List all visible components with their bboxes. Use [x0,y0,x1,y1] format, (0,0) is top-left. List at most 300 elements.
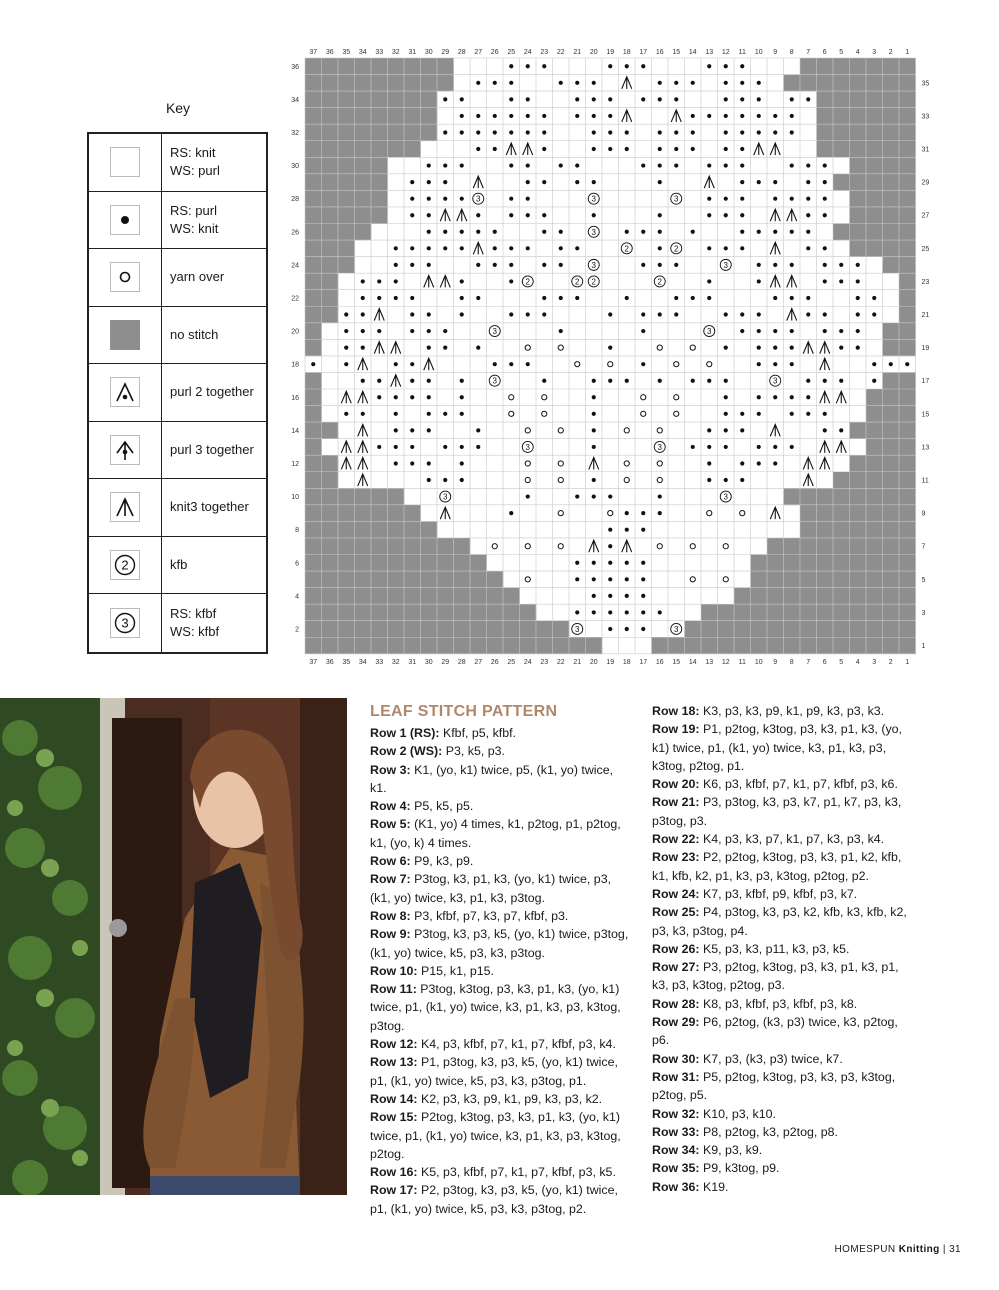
purl-dot [542,263,546,267]
row-number: 5 [921,576,926,584]
no-stitch-cell [817,505,834,522]
row-label: Row 36: [652,1179,700,1194]
no-stitch-cell [487,604,504,621]
row-number: 19 [921,345,930,353]
no-stitch-cell [833,124,850,141]
purl-dot [344,346,348,350]
row-label: Row 18: [652,704,700,718]
no-stitch-cell [866,588,883,605]
purl-dot [460,296,464,300]
row-instruction: P2tog, k3tog, p3, k3, p1, k3, (yo, k1) twice, p1, (k1, yo) twice, k3, p1, k3, p3, k3tog, p2tog. [370,1110,621,1161]
no-stitch-cell [305,472,322,489]
increase-number: 3 [591,260,596,270]
purl-dot [856,312,860,316]
purl-dot [410,197,414,201]
column-number: 6 [822,49,827,56]
no-stitch-cell [404,521,421,538]
purl-dot [839,428,843,432]
purl-dot [806,97,810,101]
purl-dot [575,577,579,581]
pattern-row [652,720,910,775]
purl-dot [542,180,546,184]
purl-dot [608,379,612,383]
pattern-row [652,958,910,995]
purl-dot [344,412,348,416]
purl-dot [427,263,431,267]
purl-dot [344,312,348,316]
no-stitch-cell [850,588,867,605]
no-stitch-cell [899,290,916,307]
key-row [89,422,266,480]
row-label: Row 21: [652,795,700,810]
row-instruction: P9, k3tog, p9. [699,1161,780,1176]
purl-dot [658,213,662,217]
row-label: Row 9: [370,927,411,942]
no-stitch-cell [322,604,339,621]
purl-dot [740,97,744,101]
no-stitch-cell [817,637,834,654]
row-instruction: K7, p3, kfbf, p9, kfbf, p3, k7. [699,886,858,901]
purl-dot [460,97,464,101]
no-stitch-cell [833,108,850,125]
no-stitch-cell [734,637,751,654]
purl-dot [460,163,464,167]
purl-dot [658,511,662,515]
no-stitch-cell [883,157,900,174]
purl-dot [377,279,381,283]
no-stitch-cell [899,538,916,555]
no-stitch-cell [305,389,322,406]
column-number: 37 [309,658,318,666]
no-stitch-cell [833,488,850,505]
no-stitch-cell [338,240,355,257]
no-stitch-cell [883,538,900,555]
purl-dot [443,163,447,167]
no-stitch-cell [338,257,355,274]
column-number: 28 [457,49,466,56]
column-number: 4 [855,49,860,56]
row-number: 3 [921,609,926,617]
purl-dot [460,478,464,482]
purl-dot [443,445,447,449]
key-row [89,134,266,192]
row-instruction: P6, p2tog, (k3, p3) twice, k3, p2tog, p6. [652,1015,898,1048]
pattern-row [652,995,910,1013]
row-number: 13 [921,444,930,452]
no-stitch-cell [437,588,454,605]
purl-dot [476,263,480,267]
purl-dot [410,213,414,217]
purl-dot [707,461,711,465]
no-stitch-cell [866,488,883,505]
column-number: 8 [789,658,794,666]
p3tog-symbol-icon [110,435,140,465]
row-instruction: P3tog, k3, p3, k5, (yo, k1) twice, p3tog, (k1, yo) twice, k5, p3, k3, p3tog. [370,927,629,960]
row-number: 31 [921,146,930,154]
increase-number: 3 [492,376,497,386]
no-stitch-cell [322,157,339,174]
pattern-row [370,925,632,962]
purl-dot [740,163,744,167]
column-number: 14 [688,658,697,666]
pattern-column-1 [370,702,632,1218]
no-stitch-cell [487,571,504,588]
no-stitch-cell [388,91,405,108]
no-stitch-cell [784,571,801,588]
purl-dot [641,230,645,234]
no-stitch-cell [371,157,388,174]
no-stitch-cell [322,588,339,605]
purl-dot [559,263,563,267]
purl-dot [658,230,662,234]
purl-dot [509,97,513,101]
no-stitch-cell [586,637,603,654]
row-number: 28 [291,196,299,204]
pattern-title: LEAF STITCH PATTERN [370,703,558,720]
row-number: 2 [295,626,299,634]
no-stitch-cell [305,75,322,92]
purl-dot [724,312,728,316]
increase-number: 3 [723,492,728,502]
row-label: Row 16: [370,1165,418,1180]
purl-dot [526,246,530,250]
no-stitch-cell [404,91,421,108]
column-number: 13 [705,49,714,56]
no-stitch-cell [899,157,916,174]
purl-dot [608,577,612,581]
purl-dot [476,296,480,300]
pattern-row [370,962,632,980]
column-number: 17 [639,49,648,56]
purl-dot [658,379,662,383]
purl-dot [394,246,398,250]
purl-dot [790,263,794,267]
purl-dot [724,97,728,101]
purl-dot [625,594,629,598]
purl-dot [757,461,761,465]
purl-dot [394,412,398,416]
purl-dot [394,279,398,283]
no-stitch-cell [305,224,322,241]
no-stitch-cell [371,141,388,158]
purl-dot [823,312,827,316]
column-number: 6 [822,658,827,666]
purl-dot [724,428,728,432]
footer-brand: HOMESPUN [834,1244,896,1255]
no-stitch-cell [866,604,883,621]
purl-dot [575,97,579,101]
no-stitch-cell [800,521,817,538]
purl-dot [592,213,596,217]
purl-dot [476,114,480,118]
no-stitch-cell [305,588,322,605]
row-instruction: K4, p3, k3, p7, k1, p7, k3, p3, k4. [699,832,885,847]
purl-dot [410,246,414,250]
row-instruction: P5, k5, p5. [410,799,474,814]
no-stitch-cell [850,637,867,654]
no-stitch-cell [833,91,850,108]
no-stitch-cell [866,505,883,522]
purl-dot [608,561,612,565]
no-stitch-cell [883,339,900,356]
column-number: 24 [523,49,532,56]
row-instruction: K9, p3, k9. [699,1143,763,1158]
purl-dot [526,64,530,68]
no-stitch-cell [338,174,355,191]
pattern-row [652,775,910,793]
no-stitch-cell [833,224,850,241]
purl-dot [493,246,497,250]
no-stitch-cell [800,588,817,605]
pattern-row [370,797,632,815]
increase-number: 3 [723,260,728,270]
no-stitch-cell [701,604,718,621]
no-stitch-cell [850,538,867,555]
row-instruction: P8, p2tog, k3, p2tog, p8. [699,1124,838,1139]
purl-dot [641,263,645,267]
no-stitch-cell [899,240,916,257]
purl-dot [625,627,629,631]
purl-dot [790,395,794,399]
row-instruction: P1, p3tog, k3, p3, k5, (yo, k1) twice, p1, (k1, yo) twice, k5, p3, k3, p3tog, p1. [370,1055,618,1088]
row-label: Row 23: [652,850,700,865]
purl-dot [724,213,728,217]
increase-number: 3 [674,624,679,634]
purl-dot [823,263,827,267]
purl-dot [559,246,563,250]
purl-dot [790,130,794,134]
no-stitch-cell [421,75,438,92]
footer-section: Knitting [898,1244,940,1255]
purl-dot [707,445,711,449]
purl-dot [592,180,596,184]
column-number: 30 [424,49,433,56]
purl-dot [691,114,695,118]
no-stitch-cell [421,91,438,108]
no-stitch-cell [371,521,388,538]
no-stitch-cell [883,571,900,588]
purl-dot [839,263,843,267]
purl-dot [724,246,728,250]
purl-dot [394,445,398,449]
purl-dot [641,627,645,631]
purl-dot [823,329,827,333]
pattern-row [370,1108,632,1163]
no-stitch-cell [899,406,916,423]
purl-dot [806,180,810,184]
no-stitch-cell [355,124,372,141]
no-stitch-cell [850,555,867,572]
purl-dot [707,379,711,383]
purl-dot [608,97,612,101]
no-stitch-cell [454,604,471,621]
row-instruction: K6, p3, kfbf, p7, k1, p7, kfbf, p3, k6. [699,777,898,792]
no-stitch-cell [833,75,850,92]
row-label: Row 22: [652,832,700,847]
no-stitch-cell [404,637,421,654]
row-number: 21 [921,312,930,320]
no-stitch-cell [685,637,702,654]
purl-dot [823,428,827,432]
row-instruction: P2, p3tog, k3, p3, k5, (yo, k1) twice, p1, (k1, yo) twice, k5, p3, k3, p3tog, p2. [370,1183,618,1216]
key-label: yarn over [170,269,225,285]
purl-dot [658,97,662,101]
purl-dot [674,130,678,134]
no-stitch-cell [767,571,784,588]
purl-dot [427,478,431,482]
purl-dot [575,246,579,250]
column-number: 29 [441,658,450,666]
purl-dot [691,379,695,383]
no-stitch-cell [866,621,883,638]
purl-dot [905,362,909,366]
purl-dot [509,213,513,217]
purl-dot [361,329,365,333]
purl-dot [592,81,596,85]
no-stitch-cell [899,224,916,241]
no-stitch-cell [866,406,883,423]
column-number: 3 [872,658,877,666]
purl-dot [344,362,348,366]
purl-dot [691,230,695,234]
no-stitch-cell [322,521,339,538]
no-stitch-cell [833,538,850,555]
purl-dot [509,163,513,167]
no-stitch-cell [784,488,801,505]
row-label: Row 29: [652,1015,700,1030]
no-stitch-cell [388,555,405,572]
purl-dot [427,428,431,432]
no-stitch-cell [899,190,916,207]
purl-dot [674,312,678,316]
purl-dot [691,147,695,151]
no-stitch-cell [421,124,438,141]
purl-dot [394,461,398,465]
purl-dot [658,163,662,167]
no-stitch-cell [305,91,322,108]
no-stitch-cell [883,91,900,108]
column-number: 26 [490,658,499,666]
pattern-row [370,1053,632,1090]
no-stitch-cell [800,538,817,555]
key-row [89,249,266,307]
row-label: Row 27: [652,960,700,975]
row-number: 8 [295,527,299,535]
purl-dot [658,246,662,250]
no-stitch-cell [371,637,388,654]
purl-dot [443,180,447,184]
page-number: 31 [949,1244,961,1255]
purl-dot [790,230,794,234]
purl-dot [509,114,513,118]
no-stitch-cell [520,637,537,654]
column-number: 1 [905,49,910,56]
purl-dot [641,561,645,565]
purl-dot [625,561,629,565]
row-number: 27 [921,212,930,220]
no-stitch-cell [833,555,850,572]
no-stitch-cell [338,505,355,522]
no-stitch-cell [305,257,322,274]
purl-dot [839,379,843,383]
no-stitch-cell [866,472,883,489]
no-stitch-cell [322,141,339,158]
purl-dot [757,445,761,449]
no-stitch-cell [305,571,322,588]
no-stitch-cell [850,190,867,207]
column-number: 15 [672,49,681,56]
no-stitch-cell [470,637,487,654]
pattern-row [652,885,910,903]
key-label: RS: knit [170,145,216,161]
column-number: 5 [839,49,844,56]
purl-dot [707,478,711,482]
no-stitch-cell [322,455,339,472]
purl-dot [724,163,728,167]
row-instruction: P2, p2tog, k3tog, p3, k3, p1, k2, kfb, k1, kfb, k2, p1, k3, p3, k3tog, p2tog, p2. [652,850,902,883]
no-stitch-cell [866,389,883,406]
no-stitch-cell [487,621,504,638]
column-number: 35 [342,658,351,666]
purl-dot [707,197,711,201]
no-stitch-cell [866,141,883,158]
pattern-row [370,1163,632,1181]
purl-dot [641,511,645,515]
svg-text:2: 2 [121,557,129,573]
column-number: 4 [855,658,860,666]
no-stitch-cell [833,637,850,654]
column-number: 30 [424,658,433,666]
no-stitch-cell [883,124,900,141]
no-stitch-cell [338,141,355,158]
key-table [87,132,268,654]
no-stitch-cell [883,588,900,605]
no-stitch-cell [404,108,421,125]
purl-dot [592,395,596,399]
no-stitch-cell [899,505,916,522]
row-instruction: P5, p2tog, k3tog, p3, k3, p3, k3tog, p2tog, p5. [652,1069,896,1103]
purl-dot [443,329,447,333]
purl-dot [344,329,348,333]
no-stitch-cell [850,472,867,489]
no-stitch-cell [355,538,372,555]
pattern-row [652,1159,910,1177]
purl-dot [476,213,480,217]
no-stitch-cell [718,637,735,654]
no-stitch-cell [800,621,817,638]
purl-dot [410,312,414,316]
purl-dot [740,412,744,416]
purl-dot [460,412,464,416]
purl-dot [740,130,744,134]
no-stitch-cell [817,538,834,555]
purl-dot [757,279,761,283]
key-label: WS: purl [170,163,220,179]
column-number: 21 [573,658,582,666]
purl-dot [394,395,398,399]
key-label: kfb [170,556,188,572]
row-instruction: K10, p3, k10. [699,1106,776,1121]
pattern-row [370,980,632,1035]
no-stitch-cell [322,224,339,241]
purl-dot [790,163,794,167]
purl-dot [790,97,794,101]
no-stitch-cell [355,521,372,538]
column-number: 7 [806,658,811,666]
purl-dot [361,346,365,350]
no-stitch-cell [322,174,339,191]
column-number: 37 [309,49,318,56]
